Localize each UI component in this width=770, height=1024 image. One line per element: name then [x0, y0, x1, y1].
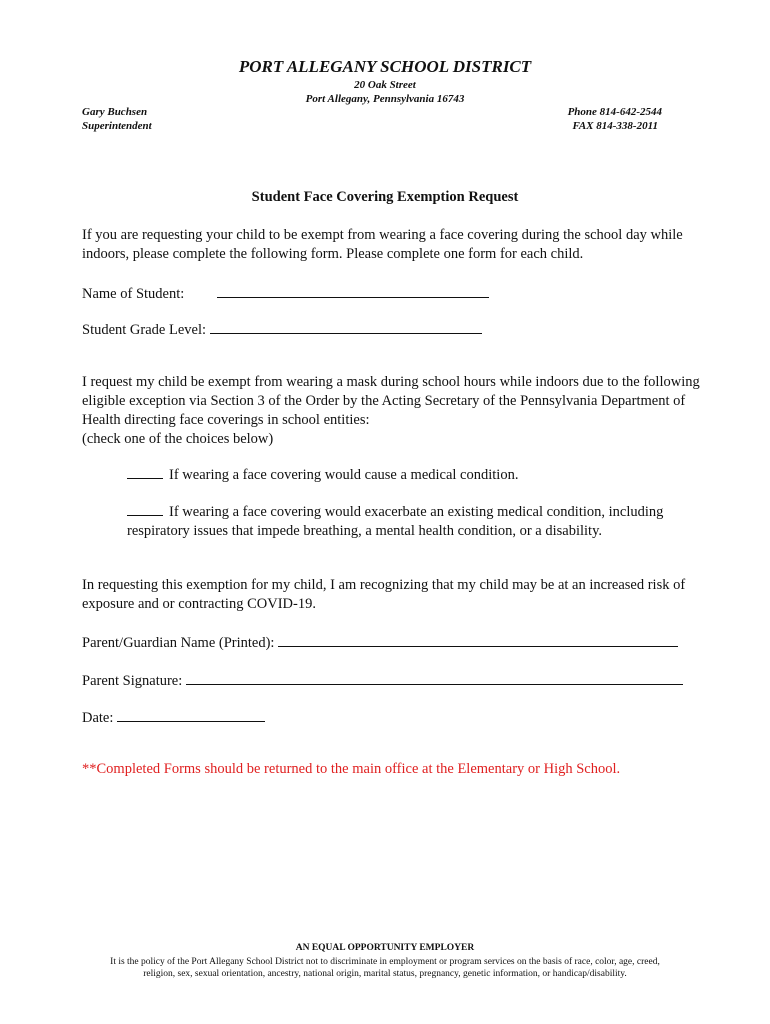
student-name-line[interactable] — [217, 282, 489, 298]
superintendent-name: Gary Buchsen — [82, 106, 148, 118]
parent-signature-line[interactable] — [186, 669, 683, 685]
check-instruction: (check one of the choices below) — [82, 431, 274, 447]
choice-medical-condition — [127, 465, 518, 484]
return-notice: **Completed Forms should be returned to the main office at the Elementary or High School. — [82, 761, 621, 777]
choice-2-checkbox[interactable] — [127, 502, 163, 516]
parent-signature-label: Parent Signature: — [82, 673, 183, 689]
footer-policy-line-1: It is the policy of the Port Allegany School District not to discriminate in employment or program services on the basis of race, color, age, creed, — [110, 957, 660, 967]
phone-number: Phone 814-642-2544 — [567, 106, 662, 118]
intro-paragraph: If you are requesting your child to be exempt from wearing a face covering during the school day while indoors, please complete the following form. Please complete one form for each child. — [82, 227, 683, 262]
superintendent-title: Superintendent — [82, 120, 152, 132]
fax-number: FAX 814-338-2011 — [572, 120, 658, 132]
choice-2-label: If wearing a face covering would exacerbate an existing medical condition, including respiratory issues that impede breathing, a mental health condition, or a disability. — [127, 504, 664, 539]
footer-title: AN EQUAL OPPORTUNITY EMPLOYER — [295, 943, 475, 953]
student-grade-label: Student Grade Level: — [82, 322, 207, 338]
footer-policy-line-2: religion, sex, sexual orientation, ancestry, national origin, marital status, pregnancy, genetic information, or handicap/disability. — [143, 969, 627, 979]
parent-name-label: Parent/Guardian Name (Printed): — [82, 635, 275, 651]
student-name-row — [82, 282, 489, 303]
choice-1-checkbox[interactable] — [127, 465, 163, 479]
date-label: Date: — [82, 710, 114, 726]
district-name: PORT ALLEGANY SCHOOL DISTRICT — [238, 57, 532, 76]
acknowledgement-paragraph: In requesting this exemption for my child, I am recognizing that my child may be at an increased risk of exposure and or contracting COVID-19. — [82, 577, 686, 612]
choice-1-label: If wearing a face covering would cause a medical condition. — [169, 467, 519, 483]
district-city: Port Allegany, Pennsylvania 16743 — [305, 93, 465, 105]
request-text: I request my child be exempt from wearing a mask during school hours while indoors due to the following eligible exception via Section 3 of the Order by the Acting Secretary of the Pennsylvania Department of Health directing face coverings in school entities: — [82, 374, 700, 428]
date-row — [82, 706, 265, 727]
student-grade-line[interactable] — [210, 318, 482, 334]
request-paragraph — [82, 373, 702, 449]
district-street: 20 Oak Street — [354, 79, 416, 91]
choice-exacerbate-condition — [127, 502, 702, 541]
student-name-label: Name of Student: — [82, 286, 185, 302]
form-title: Student Face Covering Exemption Request — [251, 189, 519, 205]
parent-name-line[interactable] — [278, 631, 678, 647]
parent-signature-row — [82, 669, 683, 690]
student-grade-row — [82, 318, 482, 339]
parent-name-row — [82, 631, 678, 652]
date-line[interactable] — [117, 706, 265, 722]
